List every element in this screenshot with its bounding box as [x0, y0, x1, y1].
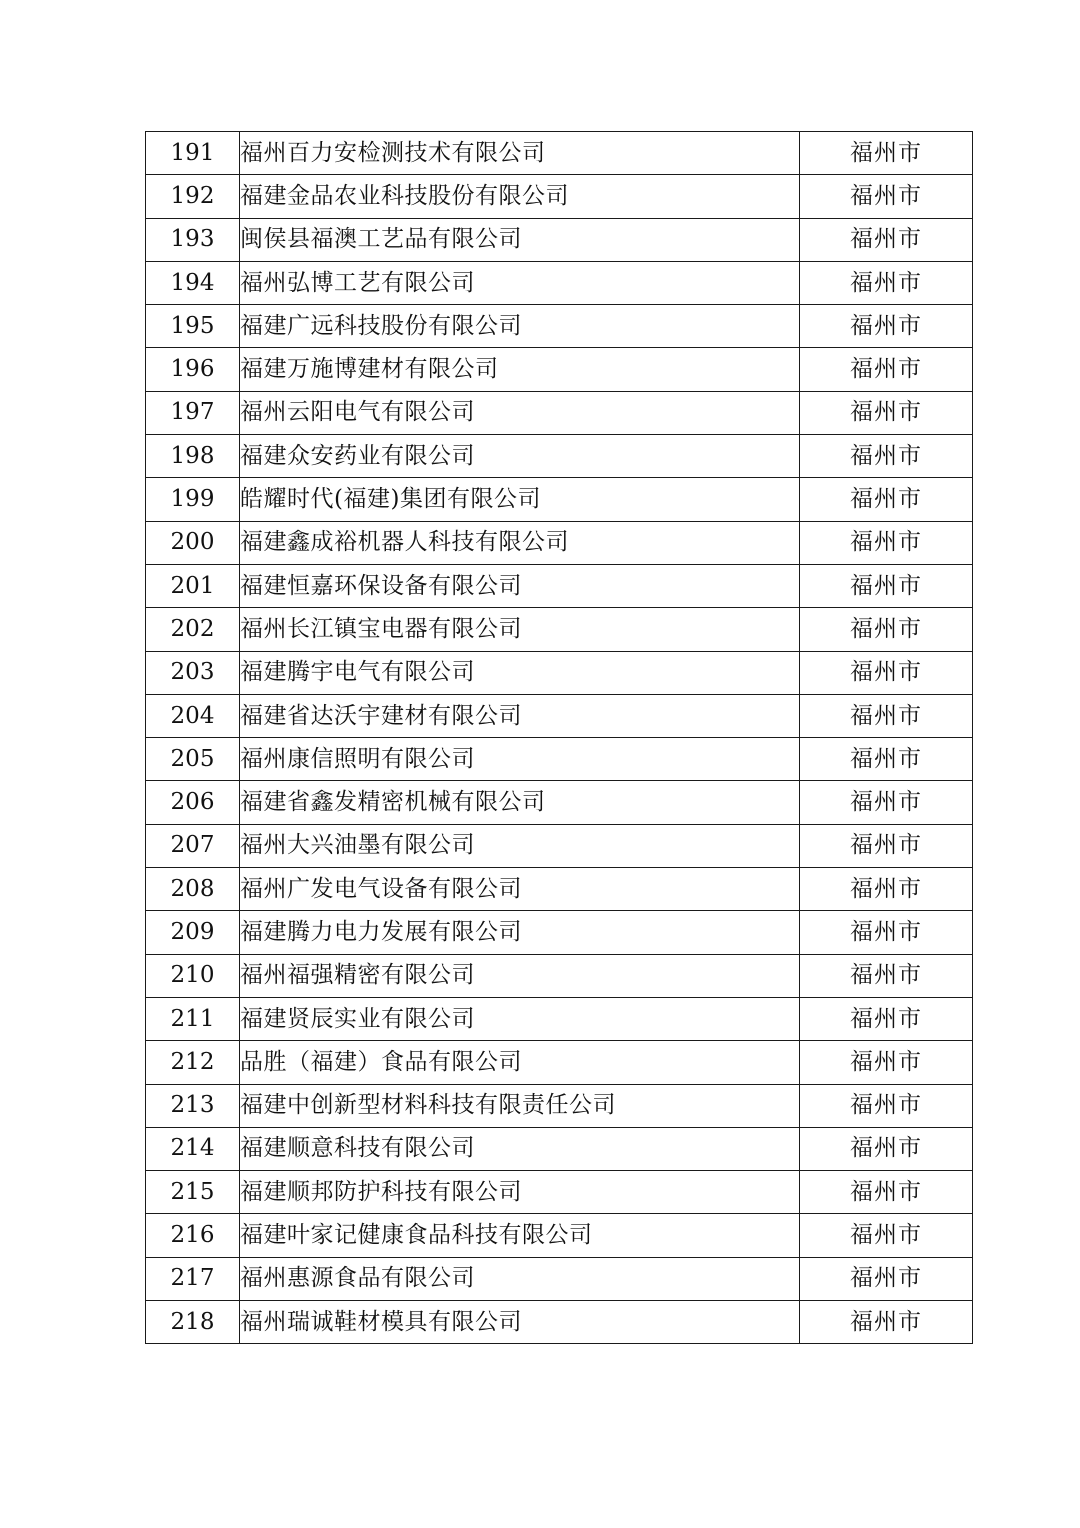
city-name: 福州市 [800, 391, 973, 434]
city-name: 福州市 [800, 738, 973, 781]
city-name: 福州市 [800, 478, 973, 521]
city-name: 福州市 [800, 1257, 973, 1300]
company-name: 福州百力安检测技术有限公司 [240, 132, 800, 175]
city-name: 福州市 [800, 175, 973, 218]
table-row [146, 521, 973, 564]
table-row [146, 738, 973, 781]
company-name: 福建顺意科技有限公司 [240, 1127, 800, 1170]
city-name: 福州市 [800, 1127, 973, 1170]
row-number: 201 [146, 564, 240, 607]
company-name: 福建顺邦防护科技有限公司 [240, 1171, 800, 1214]
table-row [146, 781, 973, 824]
company-name: 福州弘博工艺有限公司 [240, 261, 800, 304]
company-name: 福建众安药业有限公司 [240, 435, 800, 478]
table-row [146, 997, 973, 1040]
company-name: 福州惠源食品有限公司 [240, 1257, 800, 1300]
table-row [146, 435, 973, 478]
row-number: 209 [146, 911, 240, 954]
table-row [146, 694, 973, 737]
city-name: 福州市 [800, 694, 973, 737]
table-row [146, 132, 973, 175]
city-name: 福州市 [800, 1041, 973, 1084]
table-row [146, 1127, 973, 1170]
city-name: 福州市 [800, 824, 973, 867]
table-row [146, 478, 973, 521]
company-name: 福州云阳电气有限公司 [240, 391, 800, 434]
company-name: 福建鑫成裕机器人科技有限公司 [240, 521, 800, 564]
row-number: 217 [146, 1257, 240, 1300]
row-number: 193 [146, 218, 240, 261]
company-name: 福州长江镇宝电器有限公司 [240, 608, 800, 651]
table-row [146, 1041, 973, 1084]
city-name: 福州市 [800, 868, 973, 911]
table-row [146, 824, 973, 867]
company-name: 福建省达沃宇建材有限公司 [240, 694, 800, 737]
row-number: 204 [146, 694, 240, 737]
city-name: 福州市 [800, 218, 973, 261]
row-number: 191 [146, 132, 240, 175]
company-name: 福建广远科技股份有限公司 [240, 305, 800, 348]
table-row [146, 1257, 973, 1300]
company-name: 福建省鑫发精密机械有限公司 [240, 781, 800, 824]
row-number: 202 [146, 608, 240, 651]
company-name: 皓耀时代(福建)集团有限公司 [240, 478, 800, 521]
city-name: 福州市 [800, 564, 973, 607]
city-name: 福州市 [800, 997, 973, 1040]
table-row [146, 1301, 973, 1344]
table-row [146, 564, 973, 607]
table-row [146, 911, 973, 954]
row-number: 196 [146, 348, 240, 391]
row-number: 192 [146, 175, 240, 218]
row-number: 207 [146, 824, 240, 867]
row-number: 200 [146, 521, 240, 564]
company-name: 闽侯县福澳工艺品有限公司 [240, 218, 800, 261]
company-name: 福州广发电气设备有限公司 [240, 868, 800, 911]
row-number: 197 [146, 391, 240, 434]
company-list-body [146, 132, 973, 1344]
row-number: 212 [146, 1041, 240, 1084]
city-name: 福州市 [800, 1214, 973, 1257]
city-name: 福州市 [800, 954, 973, 997]
row-number: 216 [146, 1214, 240, 1257]
city-name: 福州市 [800, 435, 973, 478]
company-name: 福建中创新型材料科技有限责任公司 [240, 1084, 800, 1127]
company-name: 品胜（福建）食品有限公司 [240, 1041, 800, 1084]
row-number: 210 [146, 954, 240, 997]
row-number: 194 [146, 261, 240, 304]
table-row [146, 1084, 973, 1127]
city-name: 福州市 [800, 608, 973, 651]
city-name: 福州市 [800, 911, 973, 954]
company-name: 福州福强精密有限公司 [240, 954, 800, 997]
company-name: 福建万施博建材有限公司 [240, 348, 800, 391]
row-number: 206 [146, 781, 240, 824]
company-name: 福建贤辰实业有限公司 [240, 997, 800, 1040]
company-name: 福建恒嘉环保设备有限公司 [240, 564, 800, 607]
row-number: 213 [146, 1084, 240, 1127]
company-name: 福建金品农业科技股份有限公司 [240, 175, 800, 218]
city-name: 福州市 [800, 521, 973, 564]
row-number: 205 [146, 738, 240, 781]
city-name: 福州市 [800, 1301, 973, 1344]
row-number: 211 [146, 997, 240, 1040]
table-row [146, 1214, 973, 1257]
company-name: 福建叶家记健康食品科技有限公司 [240, 1214, 800, 1257]
row-number: 214 [146, 1127, 240, 1170]
table-row [146, 651, 973, 694]
table-row [146, 261, 973, 304]
table-row [146, 218, 973, 261]
company-name: 福州大兴油墨有限公司 [240, 824, 800, 867]
city-name: 福州市 [800, 1171, 973, 1214]
company-name: 福建腾宇电气有限公司 [240, 651, 800, 694]
company-name: 福建腾力电力发展有限公司 [240, 911, 800, 954]
city-name: 福州市 [800, 651, 973, 694]
city-name: 福州市 [800, 1084, 973, 1127]
table-row [146, 391, 973, 434]
company-name: 福州瑞诚鞋材模具有限公司 [240, 1301, 800, 1344]
row-number: 208 [146, 868, 240, 911]
table-row [146, 1171, 973, 1214]
city-name: 福州市 [800, 305, 973, 348]
company-list-table [145, 131, 973, 1344]
city-name: 福州市 [800, 132, 973, 175]
company-name: 福州康信照明有限公司 [240, 738, 800, 781]
row-number: 199 [146, 478, 240, 521]
table-row [146, 608, 973, 651]
table-row [146, 175, 973, 218]
city-name: 福州市 [800, 348, 973, 391]
table-row [146, 868, 973, 911]
row-number: 203 [146, 651, 240, 694]
row-number: 215 [146, 1171, 240, 1214]
city-name: 福州市 [800, 781, 973, 824]
row-number: 198 [146, 435, 240, 478]
table-row [146, 954, 973, 997]
row-number: 218 [146, 1301, 240, 1344]
row-number: 195 [146, 305, 240, 348]
table-row [146, 348, 973, 391]
city-name: 福州市 [800, 261, 973, 304]
table-row [146, 305, 973, 348]
